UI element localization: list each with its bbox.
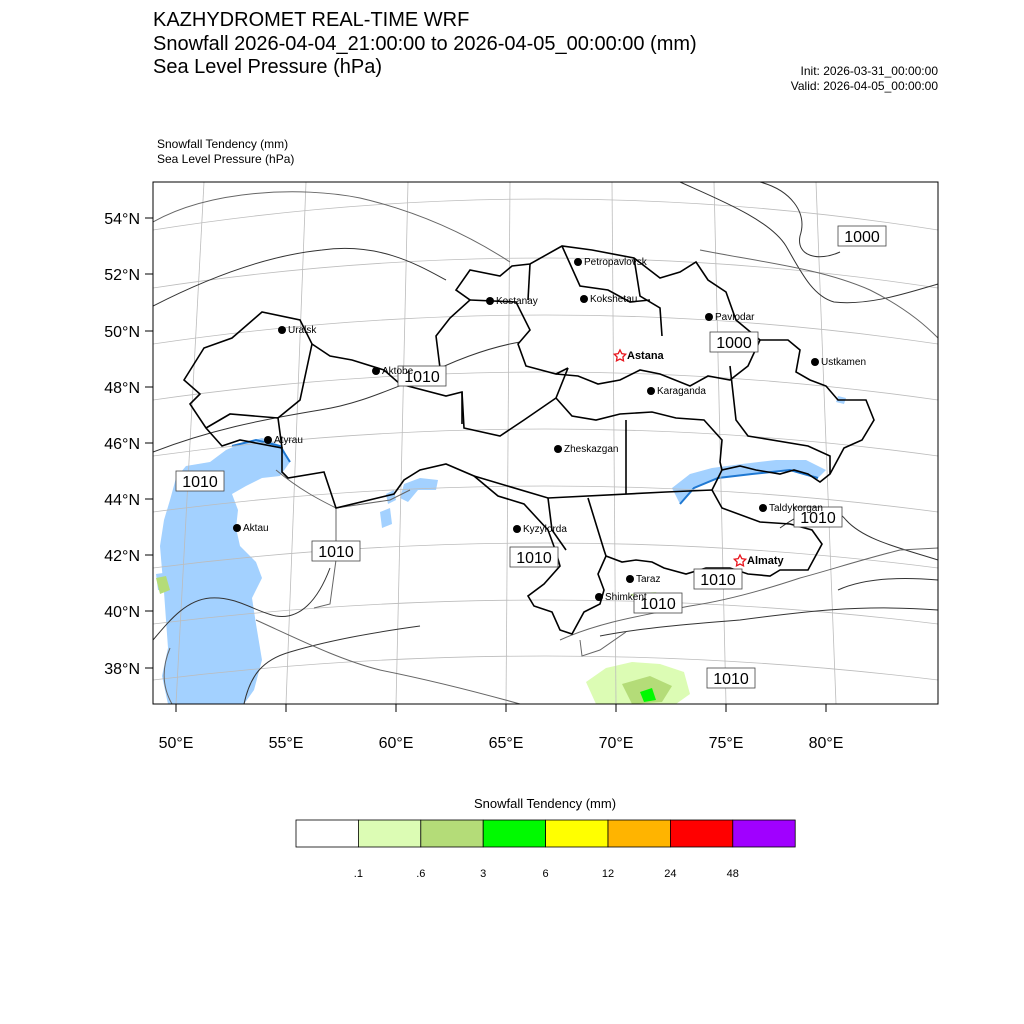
svg-text:Kyzylorda: Kyzylorda: [523, 524, 567, 535]
city-karaganda: [647, 386, 706, 397]
title-snowfall: Snowfall 2026-04-04_21:00:00 to 2026-04-05_00:00:00 (mm): [153, 33, 697, 55]
isobar-label: [694, 569, 742, 589]
lon-label: 80°E: [808, 735, 844, 752]
svg-text:1010: 1010: [640, 596, 676, 613]
svg-text:1010: 1010: [713, 671, 749, 688]
city-kokshetau: [580, 294, 637, 305]
colorbar-swatch: [670, 820, 732, 847]
svg-text:1000: 1000: [716, 335, 752, 352]
colorbar-swatch: [546, 820, 608, 847]
svg-text:Almaty: Almaty: [747, 555, 784, 567]
svg-text:Taraz: Taraz: [636, 574, 661, 585]
map-canvas: [153, 182, 938, 704]
colorbar-swatch: [733, 820, 795, 847]
lat-label: 38°N: [104, 661, 140, 678]
svg-text:Aktobe: Aktobe: [382, 366, 414, 377]
star-icon: [614, 350, 625, 361]
colorbar-title: Snowfall Tendency (mm): [473, 796, 617, 811]
lon-label: 75°E: [708, 735, 744, 752]
svg-text:Atyrau: Atyrau: [274, 435, 303, 446]
city-taldykorgan: [759, 503, 823, 514]
isobar-label: [176, 471, 224, 491]
lat-label: 52°N: [104, 267, 140, 284]
capital-astana: [614, 350, 664, 362]
star-icon: [734, 555, 745, 566]
city-petropavlovsk: [574, 257, 648, 268]
colorbar-label: 24: [664, 868, 677, 880]
lon-label: 55°E: [268, 735, 304, 752]
svg-text:Ustkamen: Ustkamen: [821, 357, 867, 368]
lat-label: 46°N: [104, 436, 140, 453]
colorbar-label: 3: [480, 868, 487, 880]
svg-text:Zheskazgan: Zheskazgan: [564, 444, 619, 455]
isobar-label: [707, 668, 755, 688]
svg-text:1010: 1010: [800, 510, 836, 527]
colorbar-label: 12: [601, 868, 615, 880]
svg-text:1010: 1010: [516, 550, 552, 567]
city-taraz: [626, 574, 660, 585]
colorbar-swatch: [296, 820, 358, 847]
lon-label: 50°E: [158, 735, 194, 752]
lon-label: 60°E: [378, 735, 414, 752]
isobar-label: [710, 332, 758, 352]
svg-text:1010: 1010: [700, 572, 736, 589]
svg-text:1000: 1000: [844, 229, 880, 246]
city-zheskazgan: [554, 444, 618, 455]
isobar-label: [838, 226, 886, 246]
svg-text:Astana: Astana: [627, 350, 664, 362]
svg-text:1010: 1010: [318, 544, 354, 561]
lon-label: 65°E: [488, 735, 524, 752]
subtitle-snowfall: Snowfall Tendency (mm): [157, 137, 289, 151]
svg-text:Pavlodar: Pavlodar: [715, 312, 755, 323]
lat-label: 40°N: [104, 604, 140, 621]
svg-text:1010: 1010: [182, 474, 218, 491]
city-ustkamen: [811, 357, 866, 368]
valid-time: Valid: 2026-04-05_00:00:00: [790, 79, 938, 93]
lat-label: 44°N: [104, 492, 140, 509]
lon-label: 70°E: [598, 735, 634, 752]
colorbar-label: 48: [726, 868, 739, 880]
colorbar-label: .1: [353, 868, 363, 880]
colorbar: [296, 820, 795, 880]
colorbar-label: 6: [542, 868, 549, 880]
capital-markers: [614, 350, 784, 567]
lat-label: 42°N: [104, 548, 140, 565]
svg-text:1010: 1010: [404, 369, 440, 386]
title-main: KAZHYDROMET REAL-TIME WRF: [153, 9, 470, 31]
colorbar-swatch: [358, 820, 420, 847]
city-pavlodar: [705, 312, 755, 323]
colorbar-swatch: [608, 820, 670, 847]
svg-text:Kostanay: Kostanay: [496, 296, 538, 307]
isobar-label: [312, 541, 360, 561]
title-pressure: Sea Level Pressure (hPa): [153, 56, 383, 78]
svg-text:Uralsk: Uralsk: [288, 325, 317, 336]
colorbar-swatch: [483, 820, 545, 847]
isobar-label: [510, 547, 558, 567]
subtitle-pressure: Sea Level Pressure (hPa): [157, 152, 295, 166]
city-kostanay: [486, 296, 538, 307]
init-time: Init: 2026-03-31_00:00:00: [800, 64, 938, 78]
svg-text:Karaganda: Karaganda: [657, 386, 706, 397]
svg-text:Petropavlovsk: Petropavlovsk: [584, 257, 647, 268]
capital-almaty: [734, 555, 784, 567]
lat-label: 54°N: [104, 211, 140, 228]
city-kyzylorda: [513, 524, 567, 535]
lat-label: 50°N: [104, 324, 140, 341]
city-uralsk: [278, 325, 317, 336]
colorbar-swatch: [421, 820, 483, 847]
city-aktau: [233, 523, 269, 534]
svg-text:Kokshetau: Kokshetau: [590, 294, 638, 305]
lat-label: 48°N: [104, 380, 140, 397]
svg-text:Taldykorgan: Taldykorgan: [769, 503, 823, 514]
colorbar-label: .6: [416, 868, 426, 880]
svg-text:Aktau: Aktau: [243, 523, 269, 534]
svg-text:Shimkent: Shimkent: [605, 592, 647, 603]
